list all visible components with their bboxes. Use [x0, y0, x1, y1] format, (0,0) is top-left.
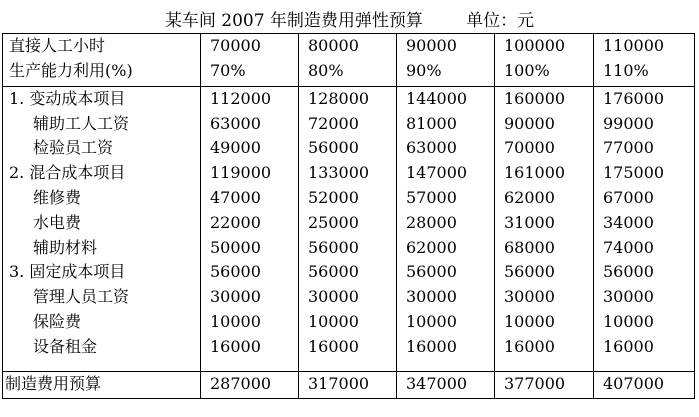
cost-item-rows — [3, 86, 695, 371]
cost-value: 144000 — [406, 88, 468, 108]
cost-value: 67000 — [603, 187, 654, 207]
header-label-column — [3, 34, 201, 87]
cost-label-column — [3, 86, 201, 371]
cost-value: 52000 — [308, 187, 359, 207]
section-label-variable: 1. 变动成本项目 — [9, 88, 126, 108]
cost-col-4 — [495, 86, 594, 371]
hours-value: 90000 — [406, 36, 457, 55]
cost-value: 16000 — [210, 336, 261, 356]
total-row — [3, 372, 695, 399]
cost-value: 176000 — [603, 88, 665, 108]
hours-value: 110000 — [603, 36, 665, 55]
capacity-value: 70% — [210, 60, 246, 80]
budget-table — [2, 33, 695, 399]
hours-label: 直接人工小时 — [9, 36, 106, 55]
cost-value: 16000 — [308, 336, 359, 356]
cost-value: 175000 — [603, 163, 665, 183]
header-col-3 — [397, 34, 495, 87]
cost-col-3 — [397, 86, 495, 371]
cost-value: 77000 — [603, 138, 654, 158]
cost-value: 34000 — [603, 212, 654, 232]
hours-value: 70000 — [210, 36, 261, 55]
cost-value: 56000 — [406, 262, 457, 282]
hours-value: 80000 — [308, 36, 359, 55]
total-cell — [397, 372, 495, 399]
cost-value: 68000 — [504, 237, 555, 257]
cost-value: 10000 — [603, 311, 654, 331]
capacity-value: 100% — [504, 60, 550, 80]
cost-col-2 — [299, 86, 397, 371]
item-label: 辅助材料 — [33, 237, 98, 257]
cost-value: 16000 — [504, 336, 555, 356]
cost-value: 56000 — [603, 262, 654, 282]
cost-value: 10000 — [210, 311, 261, 331]
cost-value: 57000 — [406, 187, 457, 207]
cost-value: 30000 — [504, 287, 555, 307]
item-label: 设备租金 — [33, 336, 98, 356]
cost-value: 56000 — [308, 138, 359, 158]
header-col-5 — [594, 34, 695, 87]
cost-value: 161000 — [504, 163, 566, 183]
cost-value: 112000 — [210, 88, 272, 108]
cost-value: 30000 — [210, 287, 261, 307]
header-col-1 — [201, 34, 299, 87]
header-col-2 — [299, 34, 397, 87]
cost-value: 63000 — [406, 138, 457, 158]
cost-value: 70000 — [504, 138, 555, 158]
cost-value: 62000 — [406, 237, 457, 257]
capacity-value: 90% — [406, 60, 442, 80]
header-rows — [3, 34, 695, 87]
total-value: 317000 — [308, 374, 370, 394]
unit-label: 单位：元 — [466, 11, 535, 31]
cost-value: 56000 — [504, 262, 555, 282]
total-label-cell — [3, 372, 201, 399]
cost-value: 99000 — [603, 113, 654, 133]
cost-value: 49000 — [210, 138, 261, 158]
capacity-value: 110% — [603, 60, 649, 80]
cost-value: 50000 — [210, 237, 261, 257]
cost-value: 10000 — [308, 311, 359, 331]
hours-value: 100000 — [504, 36, 566, 55]
cost-value: 90000 — [504, 113, 555, 133]
cost-value: 47000 — [210, 187, 261, 207]
cost-value: 62000 — [504, 187, 555, 207]
item-label: 管理人员工资 — [33, 287, 130, 307]
item-label: 维修费 — [33, 187, 82, 207]
total-cell — [594, 372, 695, 399]
cost-value: 31000 — [504, 212, 555, 232]
cost-value: 147000 — [406, 163, 468, 183]
cost-value: 10000 — [504, 311, 555, 331]
cost-value: 30000 — [308, 287, 359, 307]
total-cell — [201, 372, 299, 399]
total-cell — [299, 372, 397, 399]
section-label-mixed: 2. 混合成本项目 — [9, 163, 126, 183]
cost-value: 22000 — [210, 212, 261, 232]
capacity-value: 80% — [308, 60, 344, 80]
budget-title: 某车间 2007 年制造费用弹性预算 — [164, 11, 423, 31]
total-value: 347000 — [406, 374, 468, 394]
cost-value: 30000 — [603, 287, 654, 307]
total-value: 377000 — [504, 374, 566, 394]
total-cell — [495, 372, 594, 399]
cost-value: 10000 — [406, 311, 457, 331]
cost-value: 56000 — [308, 237, 359, 257]
cost-value: 81000 — [406, 113, 457, 133]
cost-value: 128000 — [308, 88, 370, 108]
cost-value: 74000 — [603, 237, 654, 257]
cost-value: 133000 — [308, 163, 370, 183]
cost-col-1 — [201, 86, 299, 371]
section-label-fixed: 3. 固定成本项目 — [9, 262, 126, 282]
total-label: 制造费用预算 — [5, 374, 102, 394]
cost-value: 25000 — [308, 212, 359, 232]
item-label: 辅助工人工资 — [33, 113, 130, 133]
cost-value: 56000 — [308, 262, 359, 282]
cost-value: 30000 — [406, 287, 457, 307]
cost-value: 119000 — [210, 163, 272, 183]
cost-value: 56000 — [210, 262, 261, 282]
cost-value: 160000 — [504, 88, 566, 108]
item-label: 保险费 — [33, 311, 82, 331]
capacity-label: 生产能力利用(%) — [9, 60, 133, 80]
item-label: 水电费 — [33, 212, 82, 232]
cost-value: 72000 — [308, 113, 359, 133]
page-title — [0, 6, 699, 31]
cost-col-5 — [594, 86, 695, 371]
cost-value: 28000 — [406, 212, 457, 232]
header-col-4 — [495, 34, 594, 87]
cost-value: 63000 — [210, 113, 261, 133]
total-value: 407000 — [603, 374, 665, 394]
cost-value: 16000 — [406, 336, 457, 356]
cost-value: 16000 — [603, 336, 654, 356]
total-value: 287000 — [210, 374, 272, 394]
item-label: 检验员工资 — [33, 138, 114, 158]
